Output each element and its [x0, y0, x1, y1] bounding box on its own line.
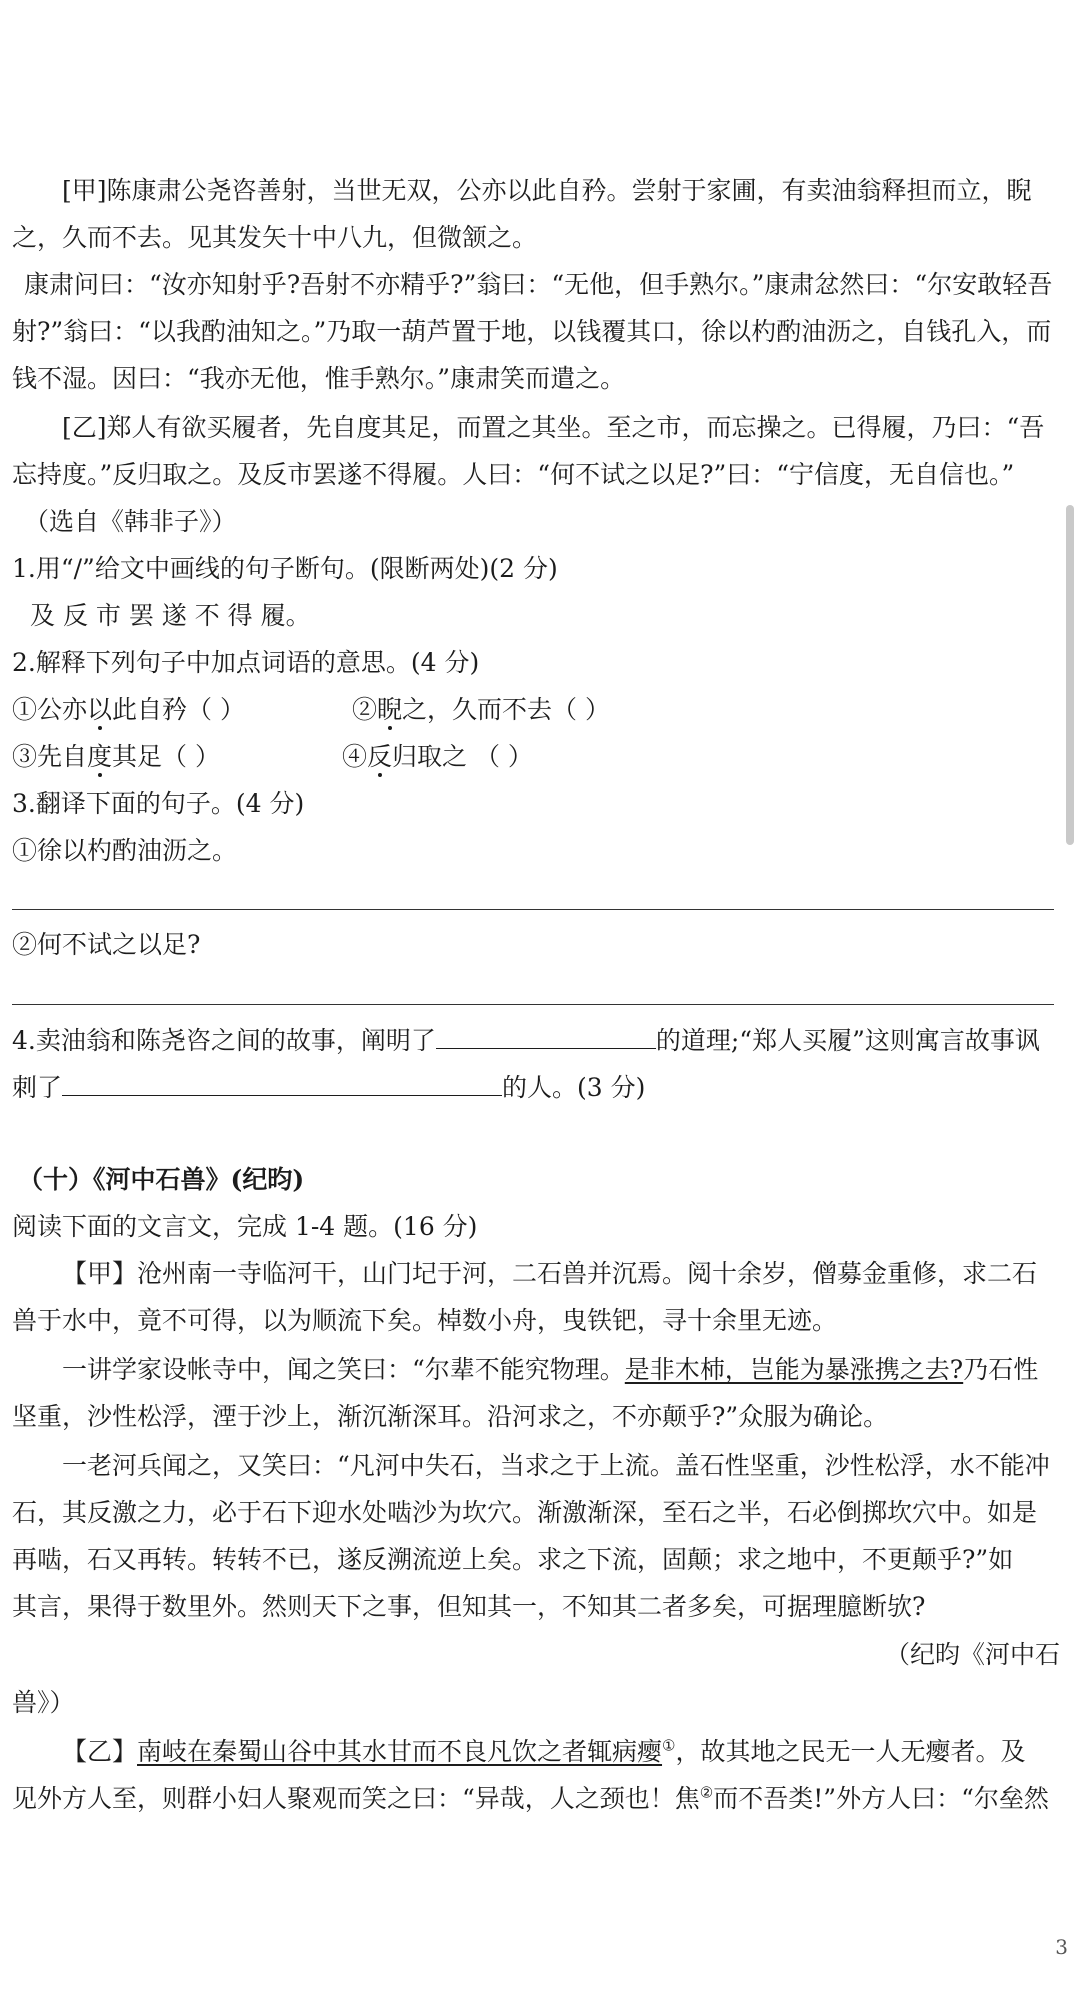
- para-jia-2-line-5: 一老河兵闻之，又笑曰：“凡河中失石，当求之于上流。盖石性坚重，沙性松浮，水不能冲: [62, 1451, 1050, 1480]
- question-2-items-row-1: [12, 693, 1070, 727]
- para-jia-2-line-4: 坚重，沙性松浮，湮于沙上，渐沉渐深耳。沿河求之，不亦颠乎?”众服为确论。: [12, 1402, 889, 1431]
- question-1-sentence: 及 反 市 罢 遂 不 得 履。: [30, 601, 311, 630]
- para-jia-line-3: 康肃问曰：“汝亦知射乎?吾射不亦精乎?”翁曰：“无他，但手熟尔。”康肃忿然曰：“尔安敢轻吾: [24, 270, 1053, 299]
- q2-item-a: ①公亦以此自矜（ ）: [12, 695, 245, 724]
- para-jia-line-4: 射?”翁曰：“以我酌油知之。”乃取一葫芦置于地，以钱覆其口，徐以杓酌油沥之，自钱孔入，而: [12, 317, 1052, 346]
- q4-blank-1[interactable]: [436, 1022, 656, 1049]
- para-jia-2-line-8: 其言，果得于数里外。然则天下之事，但知其一，不知其二者多矣，可据理臆断欤?: [12, 1592, 926, 1621]
- page-number: 3: [1055, 1935, 1068, 1959]
- question-3-b: ②何不试之以足?: [12, 930, 201, 959]
- q2-item-b: ②睨之，久而不去（ ）: [352, 695, 610, 724]
- q4-blank-2[interactable]: [62, 1069, 502, 1096]
- para-yi-line-1: [乙]郑人有欲买履者，先自度其足，而置之其坐。至之市，而忘操之。已得履，乃曰：“吾: [62, 413, 1045, 442]
- answer-line-2[interactable]: [12, 1004, 1054, 1005]
- para-yi-2-line-1: 【乙】南岐在秦蜀山谷中其水甘而不良凡饮之者辄病瘿①，故其地之民无一人无瘿者。及: [62, 1736, 1026, 1766]
- q2-item-c: ③先自度其足（ ）: [12, 742, 220, 771]
- answer-line-1[interactable]: [12, 909, 1054, 910]
- para-yi-2-line-2: 见外方人至，则群小妇人聚观而笑之曰：“异哉，人之颈也！焦②而不吾类!”外方人曰：“尔垒然: [12, 1783, 1049, 1813]
- question-3: 3.翻译下面的句子。(4 分): [12, 789, 305, 818]
- scrollbar[interactable]: [1066, 505, 1074, 845]
- section-10-instruction: 阅读下面的文言文，完成 1-4 题。(16 分): [12, 1212, 478, 1241]
- section-10-heading: （十）《河中石兽》(纪昀): [18, 1165, 305, 1194]
- source-note: （选自《韩非子》）: [24, 507, 237, 536]
- para-jia-2-line-2: 兽于水中，竟不可得，以为顺流下矣。棹数小舟，曳铁钯，寻十余里无迹。: [12, 1306, 838, 1335]
- para-yi-line-2: 忘持度。”反归取之。及反市罢遂不得履。人曰：“何不试之以足?”曰：“宁信度，无自信也。”: [12, 460, 1015, 489]
- question-3-a: ①徐以杓酌油沥之。: [12, 836, 238, 865]
- para-jia-2-line-3: 一讲学家设帐寺中，闻之笑曰：“尔辈不能究物理。是非木杮，岂能为暴涨携之去?乃石性: [62, 1355, 1039, 1384]
- para-jia-line-2: 之，久而不去。见其发矢十中八九，但微颔之。: [12, 223, 538, 252]
- para-jia-line-5: 钱不湿。因曰：“我亦无他，惟手熟尔。”康肃笑而遣之。: [12, 364, 626, 393]
- para-jia-2-line-6: 石，其反激之力，必于石下迎水处啮沙为坎穴。渐激渐深，至石之半，石必倒掷坎穴中。如是: [12, 1498, 1038, 1527]
- source-note-2b: 兽》）: [12, 1688, 75, 1717]
- question-2: 2.解释下列句子中加点词语的意思。(4 分): [12, 648, 480, 677]
- question-2-items-row-2: [12, 740, 1070, 774]
- para-jia-2-line-7: 再啮，石又再转。转转不已，遂反溯流逆上矣。求之下流，固颠；求之地中，不更颠乎?”如: [12, 1545, 1014, 1574]
- para-jia-line-1: [甲]陈康肃公尧咨善射，当世无双，公亦以此自矜。尝射于家圃，有卖油翁释担而立，睨: [62, 176, 1032, 205]
- para-jia-2-line-1: 【甲】沧州南一寺临河干，山门圮于河，二石兽并沉焉。阅十余岁，僧募金重修，求二石: [62, 1259, 1038, 1288]
- source-note-2a: （纪昀《河中石: [884, 1640, 1060, 1669]
- question-1: 1.用“/”给文中画线的句子断句。(限断两处)(2 分): [12, 554, 558, 583]
- q2-item-d: ④反归取之 （ ）: [342, 742, 533, 771]
- question-4-line-1: 4.卖油翁和陈尧咨之间的故事，阐明了 的道理;“郑人买履”这则寓言故事讽: [12, 1022, 1070, 1058]
- question-4-line-2: 刺了 的人。(3 分): [12, 1069, 1070, 1105]
